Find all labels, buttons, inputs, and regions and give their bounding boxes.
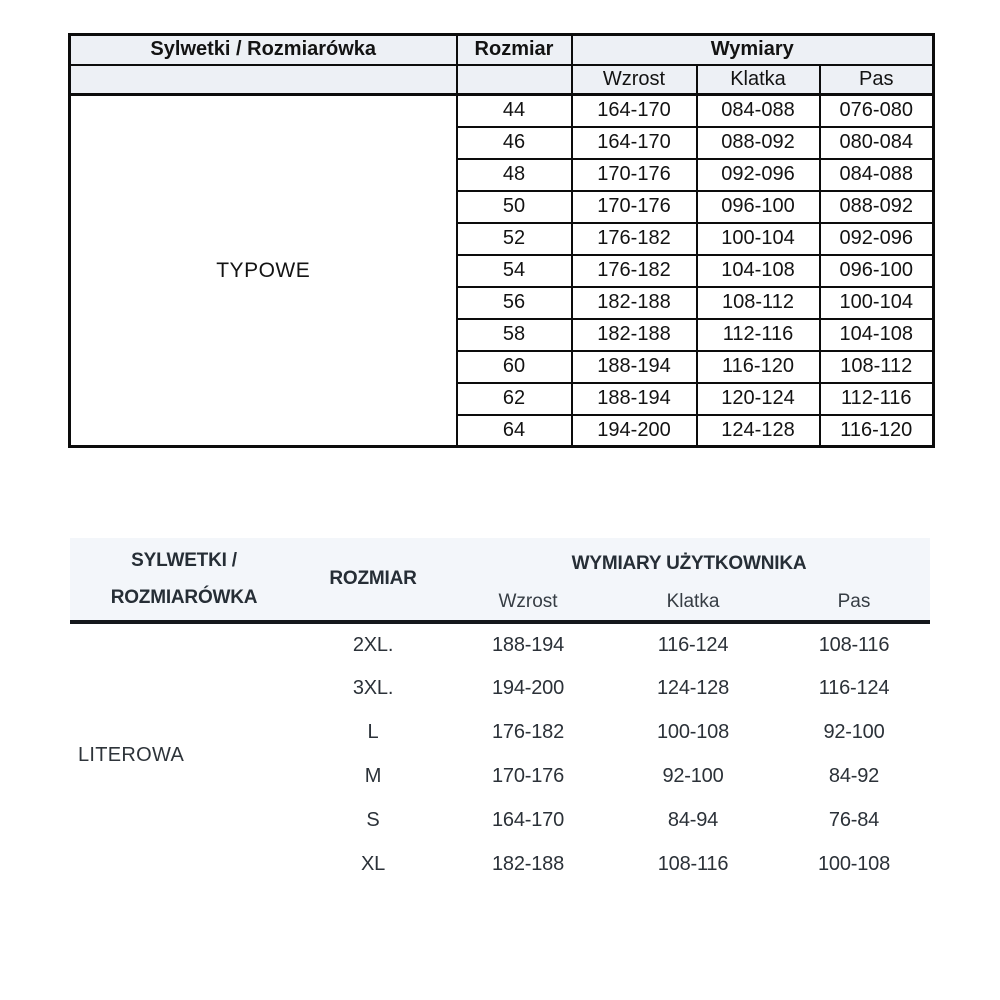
subheader-klatka: Klatka <box>697 65 820 95</box>
header-row-main <box>70 538 930 584</box>
cell-pas: 108-116 <box>778 622 930 666</box>
literowa-table-header <box>70 538 930 622</box>
cell-klatka: 120-124 <box>697 383 820 415</box>
cell-wzrost: 170-176 <box>572 191 697 223</box>
cell-pas: 088-092 <box>820 191 934 223</box>
header-sylwetki-rozmiarowka <box>70 538 298 622</box>
cell-pas: 116-124 <box>778 666 930 710</box>
cell-rozmiar: XL <box>298 842 448 886</box>
cell-klatka: 124-128 <box>697 415 820 447</box>
cell-pas: 080-084 <box>820 127 934 159</box>
cell-klatka: 100-104 <box>697 223 820 255</box>
cell-rozmiar: 3XL. <box>298 666 448 710</box>
cell-klatka: 92-100 <box>608 754 778 798</box>
cell-rozmiar: 54 <box>457 255 572 287</box>
header-wymiary-uzytkownika: WYMIARY UŻYTKOWNIKA <box>448 538 930 584</box>
cell-rozmiar: S <box>298 798 448 842</box>
cell-rozmiar: 62 <box>457 383 572 415</box>
cell-wzrost: 182-188 <box>572 319 697 351</box>
subheader-klatka: Klatka <box>608 584 778 622</box>
cell-rozmiar: 50 <box>457 191 572 223</box>
cell-wzrost: 170-176 <box>572 159 697 191</box>
cell-wzrost: 182-188 <box>448 842 608 886</box>
cell-klatka: 108-112 <box>697 287 820 319</box>
header-wymiary: Wymiary <box>572 35 934 65</box>
cell-rozmiar: 44 <box>457 95 572 127</box>
cell-pas: 84-92 <box>778 754 930 798</box>
cell-pas: 092-096 <box>820 223 934 255</box>
header-rozmiar: ROZMIAR <box>298 538 448 622</box>
header-sylwetki-rozmiarowka: Sylwetki / Rozmiarówka <box>70 35 457 65</box>
empty-header-cell <box>70 65 457 95</box>
cell-klatka: 084-088 <box>697 95 820 127</box>
cell-pas: 076-080 <box>820 95 934 127</box>
group-label-literowa: LITEROWA <box>70 622 298 886</box>
cell-wzrost: 164-170 <box>448 798 608 842</box>
typowe-size-table-container <box>68 33 935 448</box>
subheader-wzrost: Wzrost <box>448 584 608 622</box>
cell-pas: 108-112 <box>820 351 934 383</box>
header-sylwetki-line2: ROZMIARÓWKA <box>110 587 258 608</box>
cell-wzrost: 164-170 <box>572 127 697 159</box>
cell-wzrost: 170-176 <box>448 754 608 798</box>
cell-klatka: 100-108 <box>608 710 778 754</box>
subheader-pas: Pas <box>778 584 930 622</box>
cell-rozmiar: 2XL. <box>298 622 448 666</box>
cell-wzrost: 188-194 <box>448 622 608 666</box>
cell-rozmiar: M <box>298 754 448 798</box>
cell-rozmiar: L <box>298 710 448 754</box>
cell-klatka: 096-100 <box>697 191 820 223</box>
cell-wzrost: 164-170 <box>572 95 697 127</box>
cell-klatka: 112-116 <box>697 319 820 351</box>
typowe-size-table <box>68 33 935 448</box>
cell-wzrost: 194-200 <box>448 666 608 710</box>
cell-klatka: 088-092 <box>697 127 820 159</box>
subheader-pas: Pas <box>820 65 934 95</box>
header-rozmiar: Rozmiar <box>457 35 572 65</box>
empty-header-cell <box>457 65 572 95</box>
cell-klatka: 116-120 <box>697 351 820 383</box>
cell-pas: 096-100 <box>820 255 934 287</box>
cell-pas: 112-116 <box>820 383 934 415</box>
cell-rozmiar: 60 <box>457 351 572 383</box>
cell-klatka: 104-108 <box>697 255 820 287</box>
cell-wzrost: 176-182 <box>572 223 697 255</box>
cell-pas: 100-108 <box>778 842 930 886</box>
cell-klatka: 092-096 <box>697 159 820 191</box>
header-row-main <box>70 35 934 65</box>
cell-pas: 084-088 <box>820 159 934 191</box>
cell-rozmiar: 64 <box>457 415 572 447</box>
literowa-table-body <box>70 622 930 886</box>
subheader-wzrost: Wzrost <box>572 65 697 95</box>
cell-wzrost: 182-188 <box>572 287 697 319</box>
typowe-table-header <box>70 35 934 95</box>
cell-klatka: 116-124 <box>608 622 778 666</box>
literowa-size-table <box>70 538 930 886</box>
literowa-size-table-container <box>70 538 930 886</box>
cell-rozmiar: 52 <box>457 223 572 255</box>
cell-rozmiar: 56 <box>457 287 572 319</box>
header-sylwetki-line1: SYLWETKI / <box>131 549 237 571</box>
cell-rozmiar: 48 <box>457 159 572 191</box>
cell-pas: 100-104 <box>820 287 934 319</box>
cell-wzrost: 188-194 <box>572 383 697 415</box>
cell-klatka: 124-128 <box>608 666 778 710</box>
table-row <box>70 95 934 127</box>
cell-pas: 116-120 <box>820 415 934 447</box>
cell-wzrost: 194-200 <box>572 415 697 447</box>
header-row-sub <box>70 65 934 95</box>
cell-wzrost: 176-182 <box>448 710 608 754</box>
table-row <box>70 622 930 666</box>
group-label-typowe: TYPOWE <box>70 95 457 447</box>
cell-pas: 92-100 <box>778 710 930 754</box>
cell-wzrost: 188-194 <box>572 351 697 383</box>
cell-pas: 104-108 <box>820 319 934 351</box>
cell-wzrost: 176-182 <box>572 255 697 287</box>
cell-rozmiar: 58 <box>457 319 572 351</box>
cell-klatka: 108-116 <box>608 842 778 886</box>
cell-klatka: 84-94 <box>608 798 778 842</box>
typowe-table-body <box>70 95 934 447</box>
cell-rozmiar: 46 <box>457 127 572 159</box>
cell-pas: 76-84 <box>778 798 930 842</box>
